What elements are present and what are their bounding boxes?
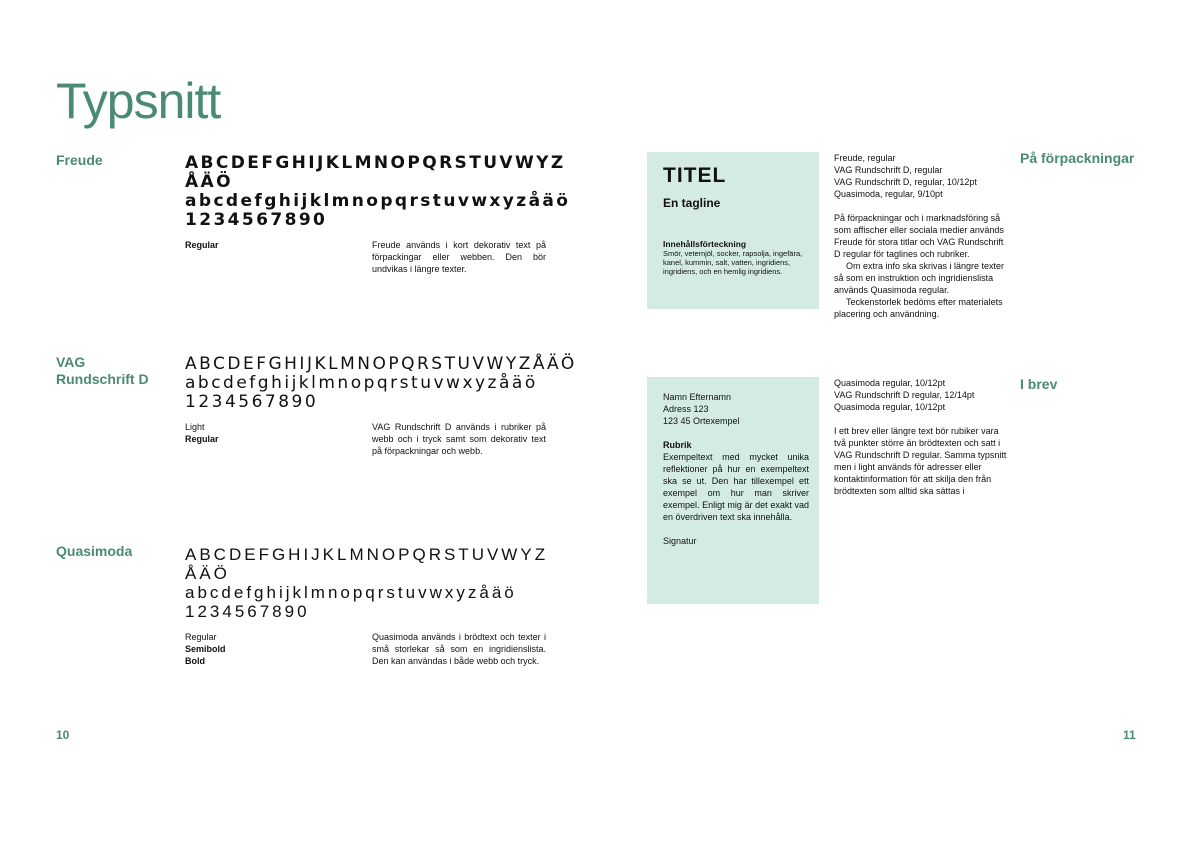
letter-signature: Signatur	[663, 536, 697, 546]
weight-label: Regular	[185, 240, 219, 250]
spec-paragraph: Om extra info ska skrivas i längre texter så som en instruktion och ingridienslista används Quasimoda regular.	[834, 261, 1005, 295]
font-name-line: VAG	[56, 354, 86, 370]
packaging-spec	[834, 152, 1008, 320]
letter-heading: Rubrik	[663, 440, 692, 450]
page-title: Typsnitt	[56, 73, 221, 129]
specimen-uppercase-extra: ÅÄÖ	[185, 172, 233, 192]
specimen-vag	[185, 355, 577, 412]
font-name-line: Rundschrift D	[56, 371, 149, 387]
description-quasimoda: Quasimoda används i brödtext och texter i små storlekar så som en ingridienslista. Den kan användas i både webb och tryck.	[372, 632, 546, 666]
page-number-right: 11	[1123, 728, 1136, 742]
weights-freude	[185, 239, 219, 251]
page-number-left: 10	[56, 728, 70, 742]
font-name-vag	[56, 354, 149, 388]
spec-paragraph: Teckenstorlek bedöms efter materialets placering och användning.	[834, 297, 1003, 319]
letter-example-box	[647, 377, 819, 604]
description-vag: VAG Rundschrift D används i rubriker på webb och i tryck samt som dekorativ text på förpackningar och webb.	[372, 422, 546, 456]
contents-heading: Innehållsförteckning	[663, 239, 747, 249]
specimen-uppercase: ABCDEFGHIJKLMNOPQRSTUVWYZ	[185, 545, 549, 564]
specimen-uppercase-extra: ÅÄÖ	[185, 564, 230, 583]
font-name-quasimoda: Quasimoda	[56, 543, 133, 559]
font-name-freude: Freude	[56, 152, 103, 168]
packaging-tagline: En tagline	[663, 196, 721, 210]
weight-label: Bold	[185, 656, 205, 666]
specimen-digits: 1234567890	[185, 392, 319, 412]
packaging-title: TITEL	[663, 164, 727, 187]
letter-body: Exempeltext med mycket unika reflektioner på hur en exempeltext ska se ut. Den har tillexempel ett exempel om hur man skriver exempel. Enligt mig är det exakt vad en överdriven text ska innehålla.	[663, 452, 809, 522]
spec-paragraph: På förpackningar och i marknadsföring så som affischer eller sociala medier används Freude för stora titlar och VAG Rundschrift D regular för taglines och rubriker.	[834, 213, 1004, 259]
letter-name: Namn Efternamn	[663, 392, 732, 402]
weight-label: Light	[185, 422, 205, 432]
weight-label: Semibold	[185, 644, 226, 654]
description-freude: Freude används i kort dekorativ text på förpackingar eller webben. Den bör undvikas i längre texter.	[372, 240, 546, 274]
letter-postal: 123 45 Ortexempel	[663, 416, 740, 426]
spec-line: VAG Rundschrift D, regular, 10/12pt	[834, 177, 977, 187]
letter-address-block	[663, 391, 809, 547]
specimen-uppercase: ABCDEFGHIJKLMNOPQRSTUVWYZ	[185, 153, 566, 173]
packaging-example-box	[647, 152, 819, 309]
spec-line: Quasimoda regular, 10/12pt	[834, 378, 946, 388]
specimen-lowercase: abcdefghijklmnopqrstuvwxyzåäö	[185, 583, 517, 602]
specimen-uppercase: ABCDEFGHIJKLMNOPQRSTUVWYZÅÄÖ	[185, 354, 577, 374]
weight-label: Regular	[185, 632, 217, 642]
weights-vag	[185, 421, 219, 445]
section-heading-letter: I brev	[1020, 376, 1058, 392]
weights-quasimoda	[185, 631, 226, 667]
spec-line: VAG Rundschrift D regular, 12/14pt	[834, 390, 975, 400]
specimen-lowercase: abcdefghijklmnopqrstuvwxyzåäö	[185, 191, 571, 211]
contents-text: Smör, vetemjöl, socker, rapsolja, ingefära, kanel, kummin, salt, vatten, ingridiens, ingridiens, och en hemlig ingridiens.	[663, 249, 803, 276]
spec-line: Freude, regular	[834, 153, 896, 163]
specimen-quasimoda	[185, 545, 548, 621]
spec-line: VAG Rundschrift D, regular	[834, 165, 943, 175]
spec-line: Quasimoda regular, 10/12pt	[834, 402, 946, 412]
section-heading-packaging: På förpackningar	[1020, 150, 1135, 166]
letter-spec	[834, 377, 1008, 497]
specimen-lowercase: abcdefghijklmnopqrstuvwxyzåäö	[185, 373, 538, 393]
specimen-freude	[185, 154, 570, 230]
letter-address: Adress 123	[663, 404, 709, 414]
spec-line: Quasimoda, regular, 9/10pt	[834, 189, 943, 199]
weight-label: Regular	[185, 434, 219, 444]
spec-paragraph: I ett brev eller längre text bör rubiker vara två punkter större än brödtexten och satt i VAG Rundschrift D regular. Samma typsnitt men i light används för adresser eller kontaktinformation för att skilja den från brödtexten som alltid ska sättas i	[834, 426, 1007, 496]
specimen-digits: 1234567890	[185, 602, 310, 621]
specimen-digits: 1234567890	[185, 210, 328, 230]
